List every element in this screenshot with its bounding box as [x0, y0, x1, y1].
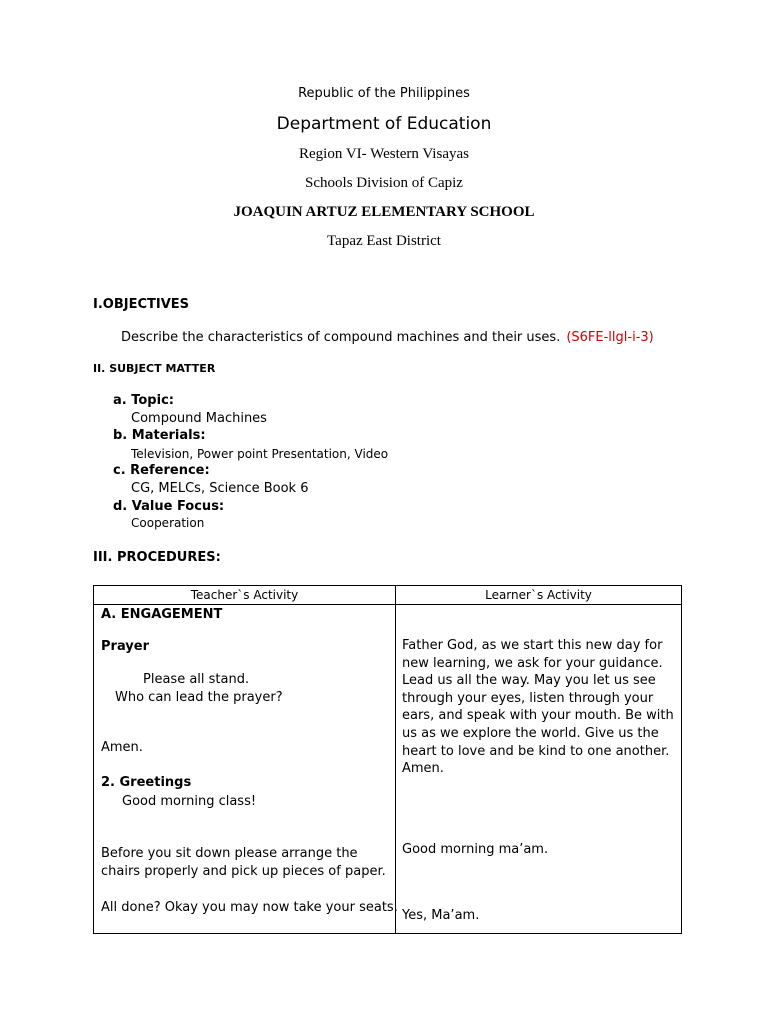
good-morning-class-text: Good morning class!	[122, 794, 257, 809]
please-stand-text: Please all stand.	[143, 672, 250, 687]
procedures-heading: III. PROCEDURES:	[93, 550, 221, 565]
header-region: Region VI- Western Visayas	[299, 146, 469, 162]
prayer-heading: Prayer	[101, 639, 150, 654]
objectives-text: Describe the characteristics of compound machines and their uses.	[121, 330, 561, 345]
learner-prayer-text: Father God, as we start this new day for new learning, we ask for your guidance. Lead us all the way. May you let us see through your eyes, listen through your ears, and speak with your mouth. Be with us as we explore the world. Give us the heart to love and be kind to one another. Amen.	[402, 638, 674, 777]
header-divider	[94, 604, 681, 605]
topic-label: a. Topic:	[113, 393, 174, 408]
reference-label: c. Reference:	[113, 463, 210, 478]
value-focus-value: Cooperation	[131, 516, 205, 530]
header-district: Tapaz East District	[327, 233, 441, 249]
engagement-heading: A. ENGAGEMENT	[101, 607, 223, 622]
header-department: Department of Education	[276, 114, 492, 134]
header-division: Schools Division of Capiz	[305, 175, 463, 191]
objectives-heading: I.OBJECTIVES	[93, 297, 190, 312]
value-focus-label: d. Value Focus:	[113, 499, 225, 514]
subject-matter-heading: II. SUBJECT MATTER	[93, 362, 216, 375]
teacher-amen-text: Amen.	[101, 740, 143, 755]
learner-yes-maam-text: Yes, Ma’am.	[402, 908, 480, 923]
header-republic: Republic of the Philippines	[298, 86, 470, 101]
header-school: JOAQUIN ARTUZ ELEMENTARY SCHOOL	[233, 204, 535, 220]
all-done-text: All done? Okay you may now take your seats.	[101, 900, 398, 915]
objectives-line	[121, 330, 654, 345]
greetings-heading: 2. Greetings	[101, 775, 192, 790]
reference-value: CG, MELCs, Science Book 6	[131, 481, 309, 496]
topic-value: Compound Machines	[131, 411, 267, 426]
arrange-chairs-text: Before you sit down please arrange the chairs properly and pick up pieces of paper.	[101, 846, 386, 879]
column-divider	[395, 586, 396, 933]
teacher-activity-header: Teacher`s Activity	[190, 588, 299, 602]
learner-good-morning-text: Good morning ma’am.	[402, 842, 549, 857]
objectives-code: (S6FE-llgl-i-3)	[566, 330, 654, 345]
learner-activity-header: Learner`s Activity	[485, 588, 592, 602]
materials-label: b. Materials:	[113, 428, 206, 443]
procedures-table	[93, 585, 682, 934]
materials-value: Television, Power point Presentation, Video	[131, 447, 389, 461]
lead-prayer-text: Who can lead the prayer?	[115, 690, 283, 705]
